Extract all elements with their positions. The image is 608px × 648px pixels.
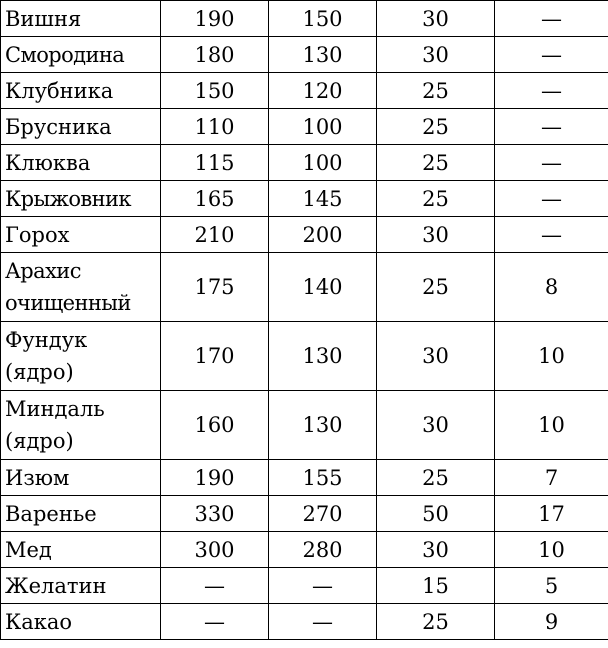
row-value-3: 25	[377, 109, 495, 145]
row-value-4: —	[495, 181, 608, 217]
row-value-2: 270	[269, 496, 377, 532]
row-name: Варенье	[1, 496, 161, 532]
row-value-2: 150	[269, 1, 377, 37]
row-name: Смородина	[1, 37, 161, 73]
row-value-3: 50	[377, 496, 495, 532]
row-value-4: —	[495, 217, 608, 253]
row-value-4: —	[495, 37, 608, 73]
row-value-2: 140	[269, 253, 377, 322]
table-row	[1, 1, 608, 37]
row-name: Фундук (ядро)	[1, 322, 161, 391]
table-row	[1, 217, 608, 253]
row-name: Арахис очищенный	[1, 253, 161, 322]
row-name: Мед	[1, 532, 161, 568]
row-name: Клубника	[1, 73, 161, 109]
row-value-1: 150	[161, 73, 269, 109]
row-name: Желатин	[1, 568, 161, 604]
row-value-2: —	[269, 568, 377, 604]
table-row	[1, 496, 608, 532]
row-value-3: 30	[377, 532, 495, 568]
row-value-2: 130	[269, 322, 377, 391]
row-name: Какао	[1, 604, 161, 640]
row-value-2: 120	[269, 73, 377, 109]
row-value-1: 160	[161, 391, 269, 460]
row-name: Горох	[1, 217, 161, 253]
row-name: Миндаль (ядро)	[1, 391, 161, 460]
row-value-4: 9	[495, 604, 608, 640]
row-value-3: 30	[377, 37, 495, 73]
row-name: Изюм	[1, 460, 161, 496]
row-value-3: 25	[377, 604, 495, 640]
row-name: Вишня	[1, 1, 161, 37]
row-value-1: 115	[161, 145, 269, 181]
row-value-4: 17	[495, 496, 608, 532]
table-row	[1, 568, 608, 604]
table-row	[1, 37, 608, 73]
row-value-3: 30	[377, 217, 495, 253]
row-value-4: 10	[495, 391, 608, 460]
row-value-3: 25	[377, 73, 495, 109]
row-value-2: 100	[269, 145, 377, 181]
row-value-1: 300	[161, 532, 269, 568]
table-row	[1, 73, 608, 109]
table-row	[1, 145, 608, 181]
row-value-4: 7	[495, 460, 608, 496]
row-value-4: 5	[495, 568, 608, 604]
row-value-4: 10	[495, 532, 608, 568]
row-value-3: 25	[377, 181, 495, 217]
row-name: Крыжовник	[1, 181, 161, 217]
row-value-3: 30	[377, 322, 495, 391]
row-name: Клюква	[1, 145, 161, 181]
row-name: Брусника	[1, 109, 161, 145]
table-row	[1, 181, 608, 217]
row-value-1: —	[161, 604, 269, 640]
row-value-3: 25	[377, 460, 495, 496]
row-value-4: 10	[495, 322, 608, 391]
table-row	[1, 604, 608, 640]
row-value-2: 130	[269, 391, 377, 460]
row-value-1: 330	[161, 496, 269, 532]
row-value-2: 145	[269, 181, 377, 217]
row-value-3: 25	[377, 145, 495, 181]
row-value-4: —	[495, 1, 608, 37]
row-value-1: 110	[161, 109, 269, 145]
row-value-2: 100	[269, 109, 377, 145]
row-value-1: 190	[161, 1, 269, 37]
row-value-4: 8	[495, 253, 608, 322]
row-value-2: 200	[269, 217, 377, 253]
row-value-1: 190	[161, 460, 269, 496]
row-value-4: —	[495, 109, 608, 145]
row-value-1: 210	[161, 217, 269, 253]
row-value-1: 180	[161, 37, 269, 73]
table-row	[1, 109, 608, 145]
row-value-1: —	[161, 568, 269, 604]
row-value-1: 170	[161, 322, 269, 391]
row-value-3: 30	[377, 1, 495, 37]
row-value-2: 130	[269, 37, 377, 73]
table-row	[1, 322, 608, 391]
row-value-1: 175	[161, 253, 269, 322]
row-value-4: —	[495, 145, 608, 181]
row-value-3: 15	[377, 568, 495, 604]
table-row	[1, 391, 608, 460]
row-value-1: 165	[161, 181, 269, 217]
table-row	[1, 532, 608, 568]
row-value-2: 280	[269, 532, 377, 568]
table-row	[1, 460, 608, 496]
row-value-2: 155	[269, 460, 377, 496]
table-row	[1, 253, 608, 322]
row-value-4: —	[495, 73, 608, 109]
row-value-3: 30	[377, 391, 495, 460]
row-value-2: —	[269, 604, 377, 640]
row-value-3: 25	[377, 253, 495, 322]
